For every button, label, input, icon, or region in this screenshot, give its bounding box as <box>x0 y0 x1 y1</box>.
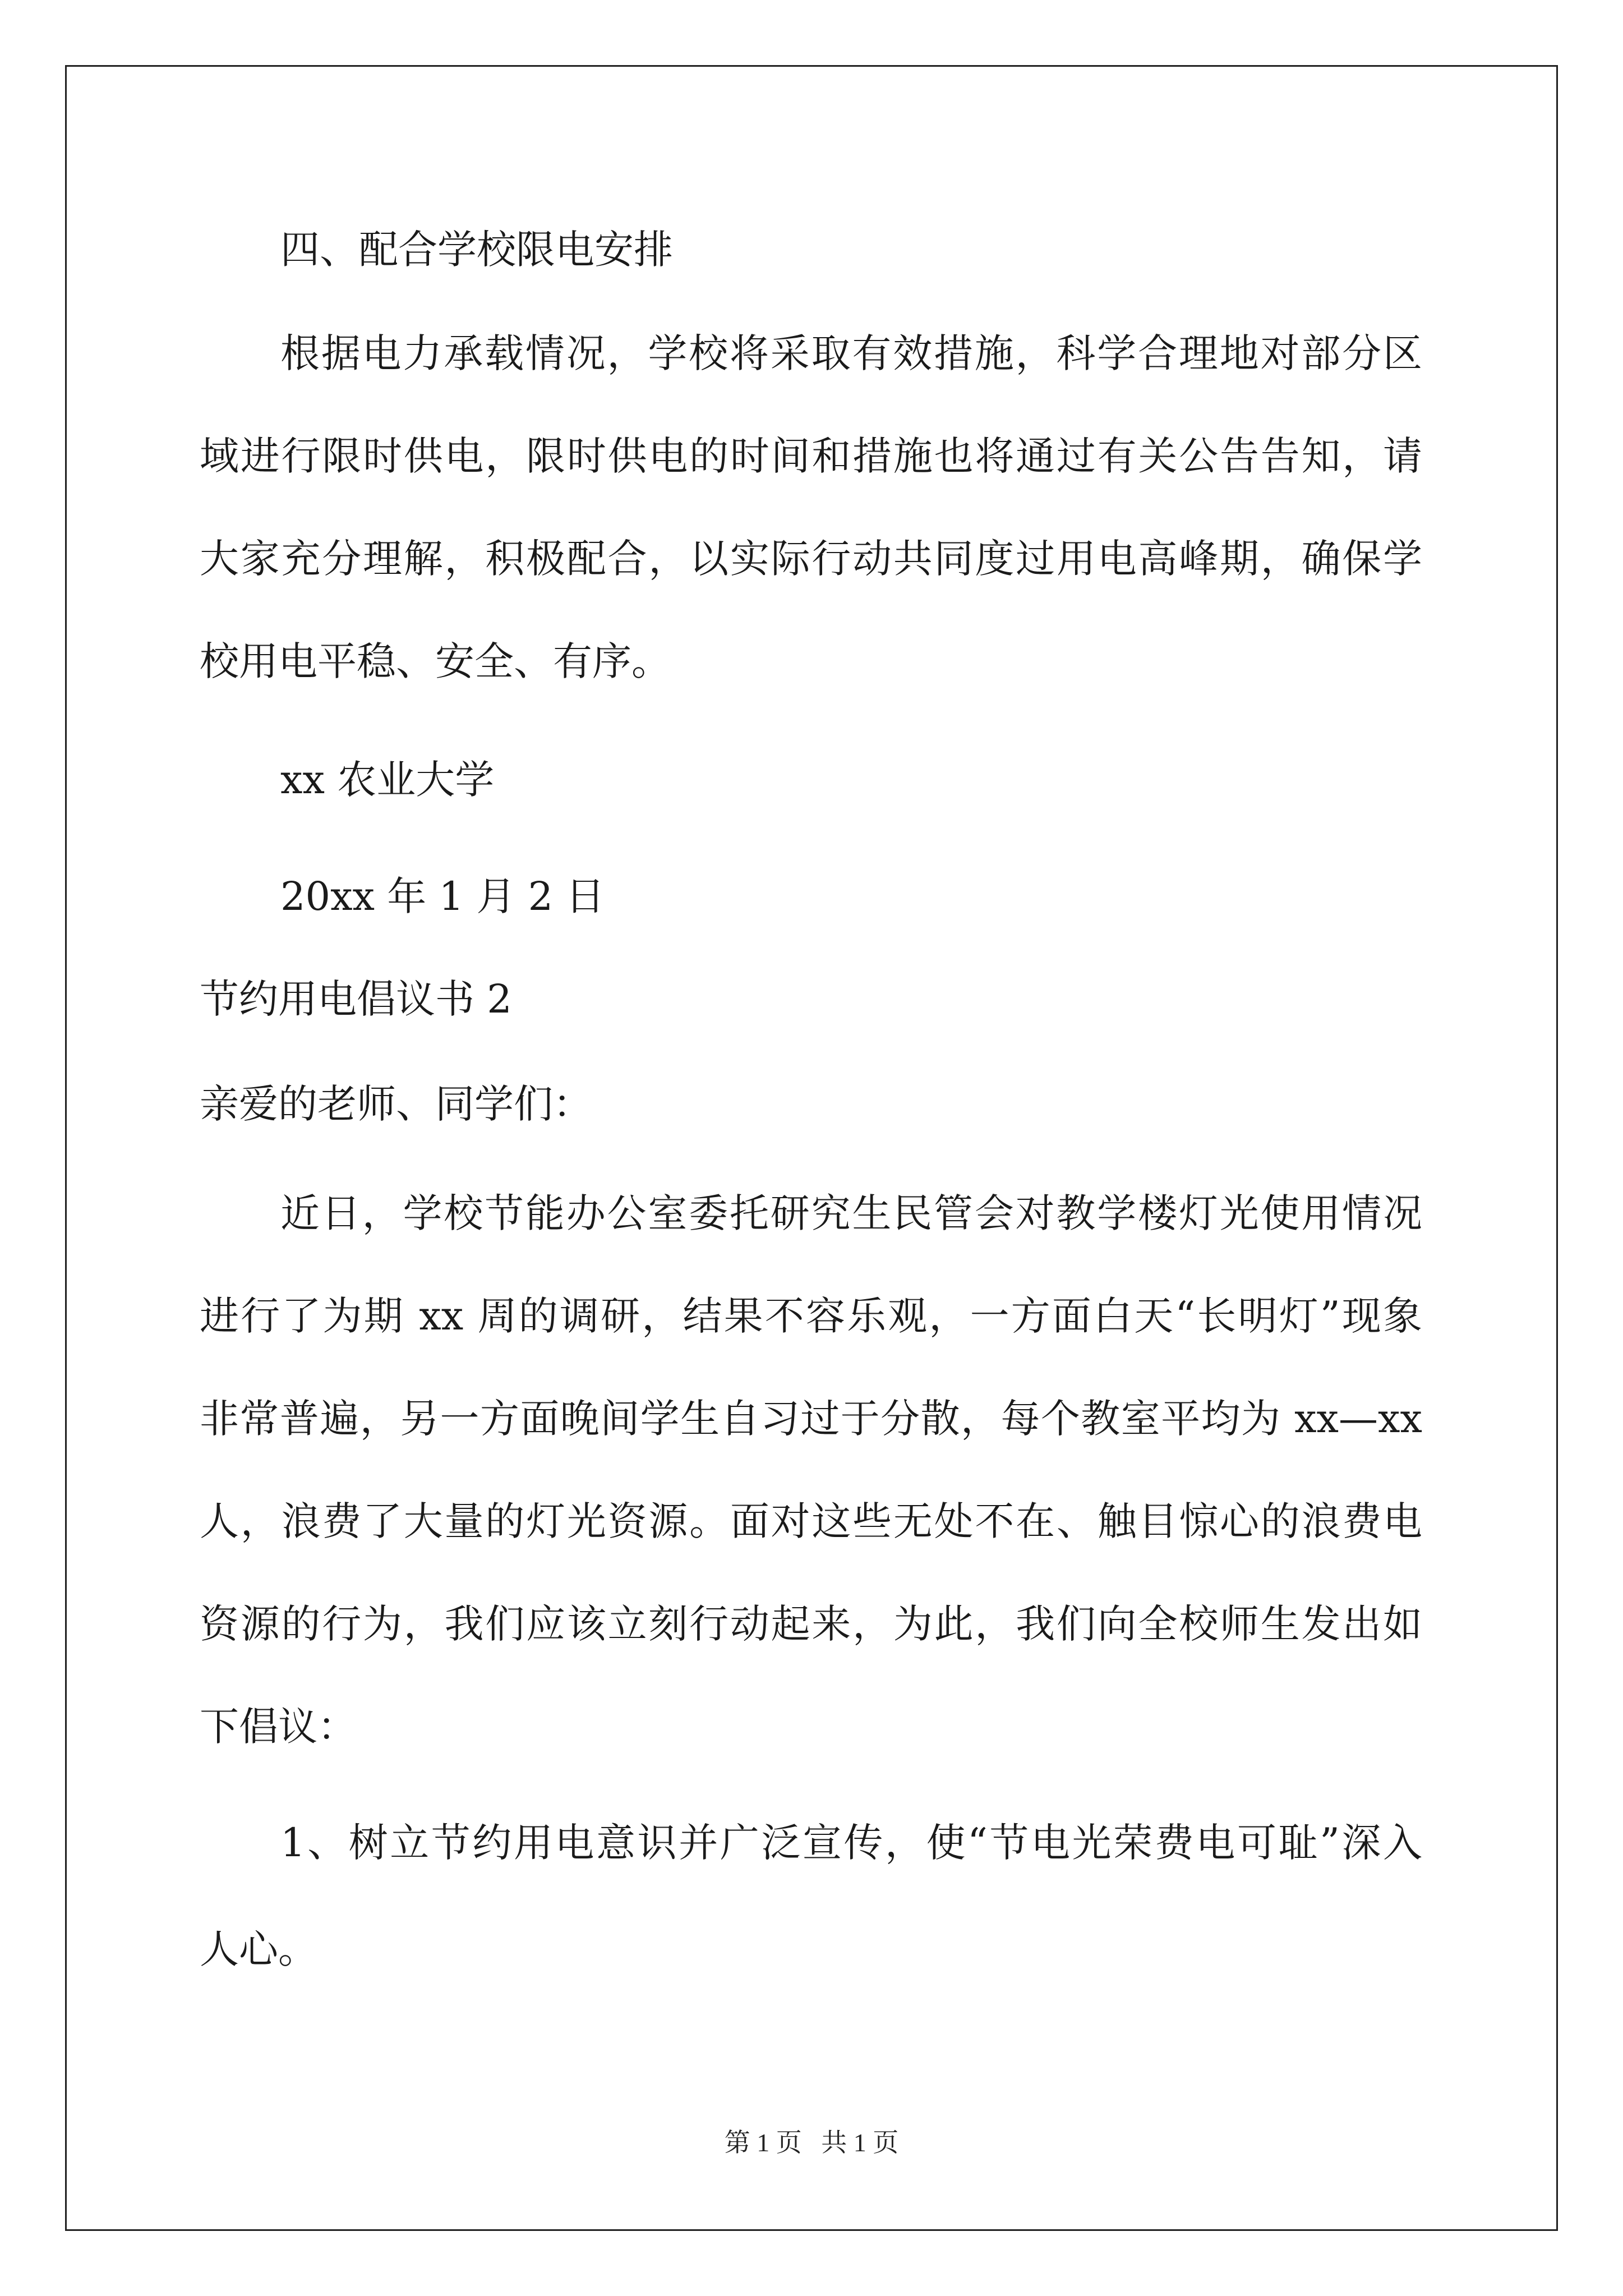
section-heading: 四、配合学校限电安排 <box>280 227 673 273</box>
list-item-line: 人心。 <box>200 1926 317 1972</box>
salutation: 亲爱的老师、同学们： <box>200 1081 592 1127</box>
paragraph-line: 域进行限时供电，限时供电的时间和措施也将通过有关公告告知，请 <box>200 433 1422 479</box>
paragraph-line: 人，浪费了大量的灯光资源。面对这些无处不在、触目惊心的浪费电 <box>200 1498 1422 1544</box>
paragraph-line: 大家充分理解，积极配合，以实际行动共同度过用电高峰期，确保学 <box>200 536 1422 582</box>
signature-date: 20xx 年 1 月 2 日 <box>280 873 605 919</box>
page-border <box>65 65 1558 2231</box>
list-item-line: 1、树立节约用电意识并广泛宣传，使“节电光荣费电可耻”深入 <box>280 1820 1422 1866</box>
paragraph-line: 进行了为期 xx 周的调研，结果不容乐观，一方面白天“长明灯”现象 <box>200 1293 1422 1339</box>
paragraph-line: 下倡议： <box>200 1704 357 1750</box>
paragraph-line: 近日，学校节能办公室委托研究生民管会对教学楼灯光使用情况 <box>280 1190 1422 1236</box>
paragraph-line: 非常普遍，另一方面晚间学生自习过于分散，每个教室平均为 xx—xx <box>200 1396 1422 1442</box>
paragraph-line: 资源的行为，我们应该立刻行动起来，为此，我们向全校师生发出如 <box>200 1601 1422 1647</box>
paragraph-line: 校用电平稳、安全、有序。 <box>200 638 671 684</box>
signature-org: xx 农业大学 <box>280 757 495 803</box>
page-number-footer: 第 1 页 共 1 页 <box>724 2128 899 2157</box>
paragraph-line: 根据电力承载情况，学校将采取有效措施，科学合理地对部分区 <box>280 330 1422 376</box>
document-title: 节约用电倡议书 2 <box>200 976 512 1022</box>
